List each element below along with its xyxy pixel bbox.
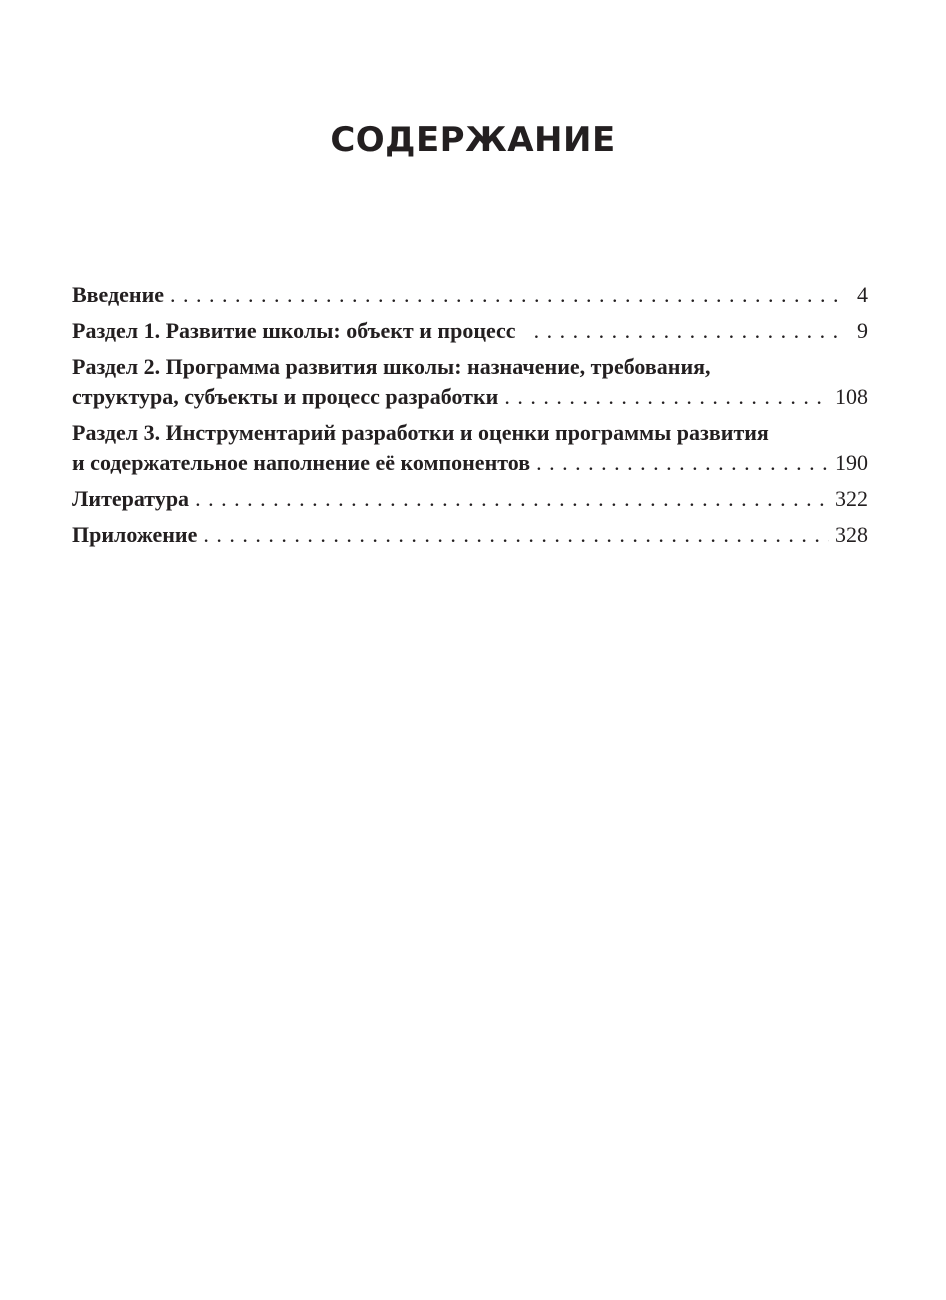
toc-entry-label: Раздел 3. Инструментарий разработки и оценки программы развития (72, 420, 769, 445)
toc-page-number: 4 (857, 282, 868, 307)
toc-page-number: 322 (835, 486, 868, 511)
toc-entry-label: Раздел 2. Программа развития школы: назначение, требования, (72, 354, 711, 379)
toc-entry-section-3[interactable] (72, 418, 868, 478)
dot-leader (534, 316, 842, 346)
toc-entry-label-continued: структура, субъекты и процесс разработки (72, 384, 499, 409)
dot-leader (536, 448, 829, 478)
toc-entry-label: Приложение (72, 522, 198, 547)
dot-leader (504, 382, 829, 412)
toc-entry-label: Раздел 1. Развитие школы: объект и процесс (72, 318, 516, 343)
dot-leader (170, 280, 842, 310)
dot-leader (195, 484, 829, 514)
page-title: СОДЕРЖАНИЕ (330, 120, 616, 160)
toc-entry-label-continued: и содержательное наполнение её компонентов (72, 450, 531, 475)
toc-entry-section-2[interactable] (72, 352, 868, 412)
toc-entry-introduction[interactable] (72, 280, 868, 310)
toc-entry-label: Литература (72, 486, 190, 511)
toc-page-number: 9 (857, 318, 868, 343)
toc-entry-appendix[interactable] (72, 520, 868, 550)
table-of-contents (72, 280, 868, 556)
toc-entry-section-1[interactable] (72, 316, 868, 346)
toc-entry-label: Введение (72, 282, 165, 307)
toc-page-number: 190 (835, 450, 868, 475)
toc-page-number: 108 (835, 384, 868, 409)
toc-page-number: 328 (835, 522, 868, 547)
toc-entry-literature[interactable] (72, 484, 868, 514)
dot-leader (203, 520, 829, 550)
